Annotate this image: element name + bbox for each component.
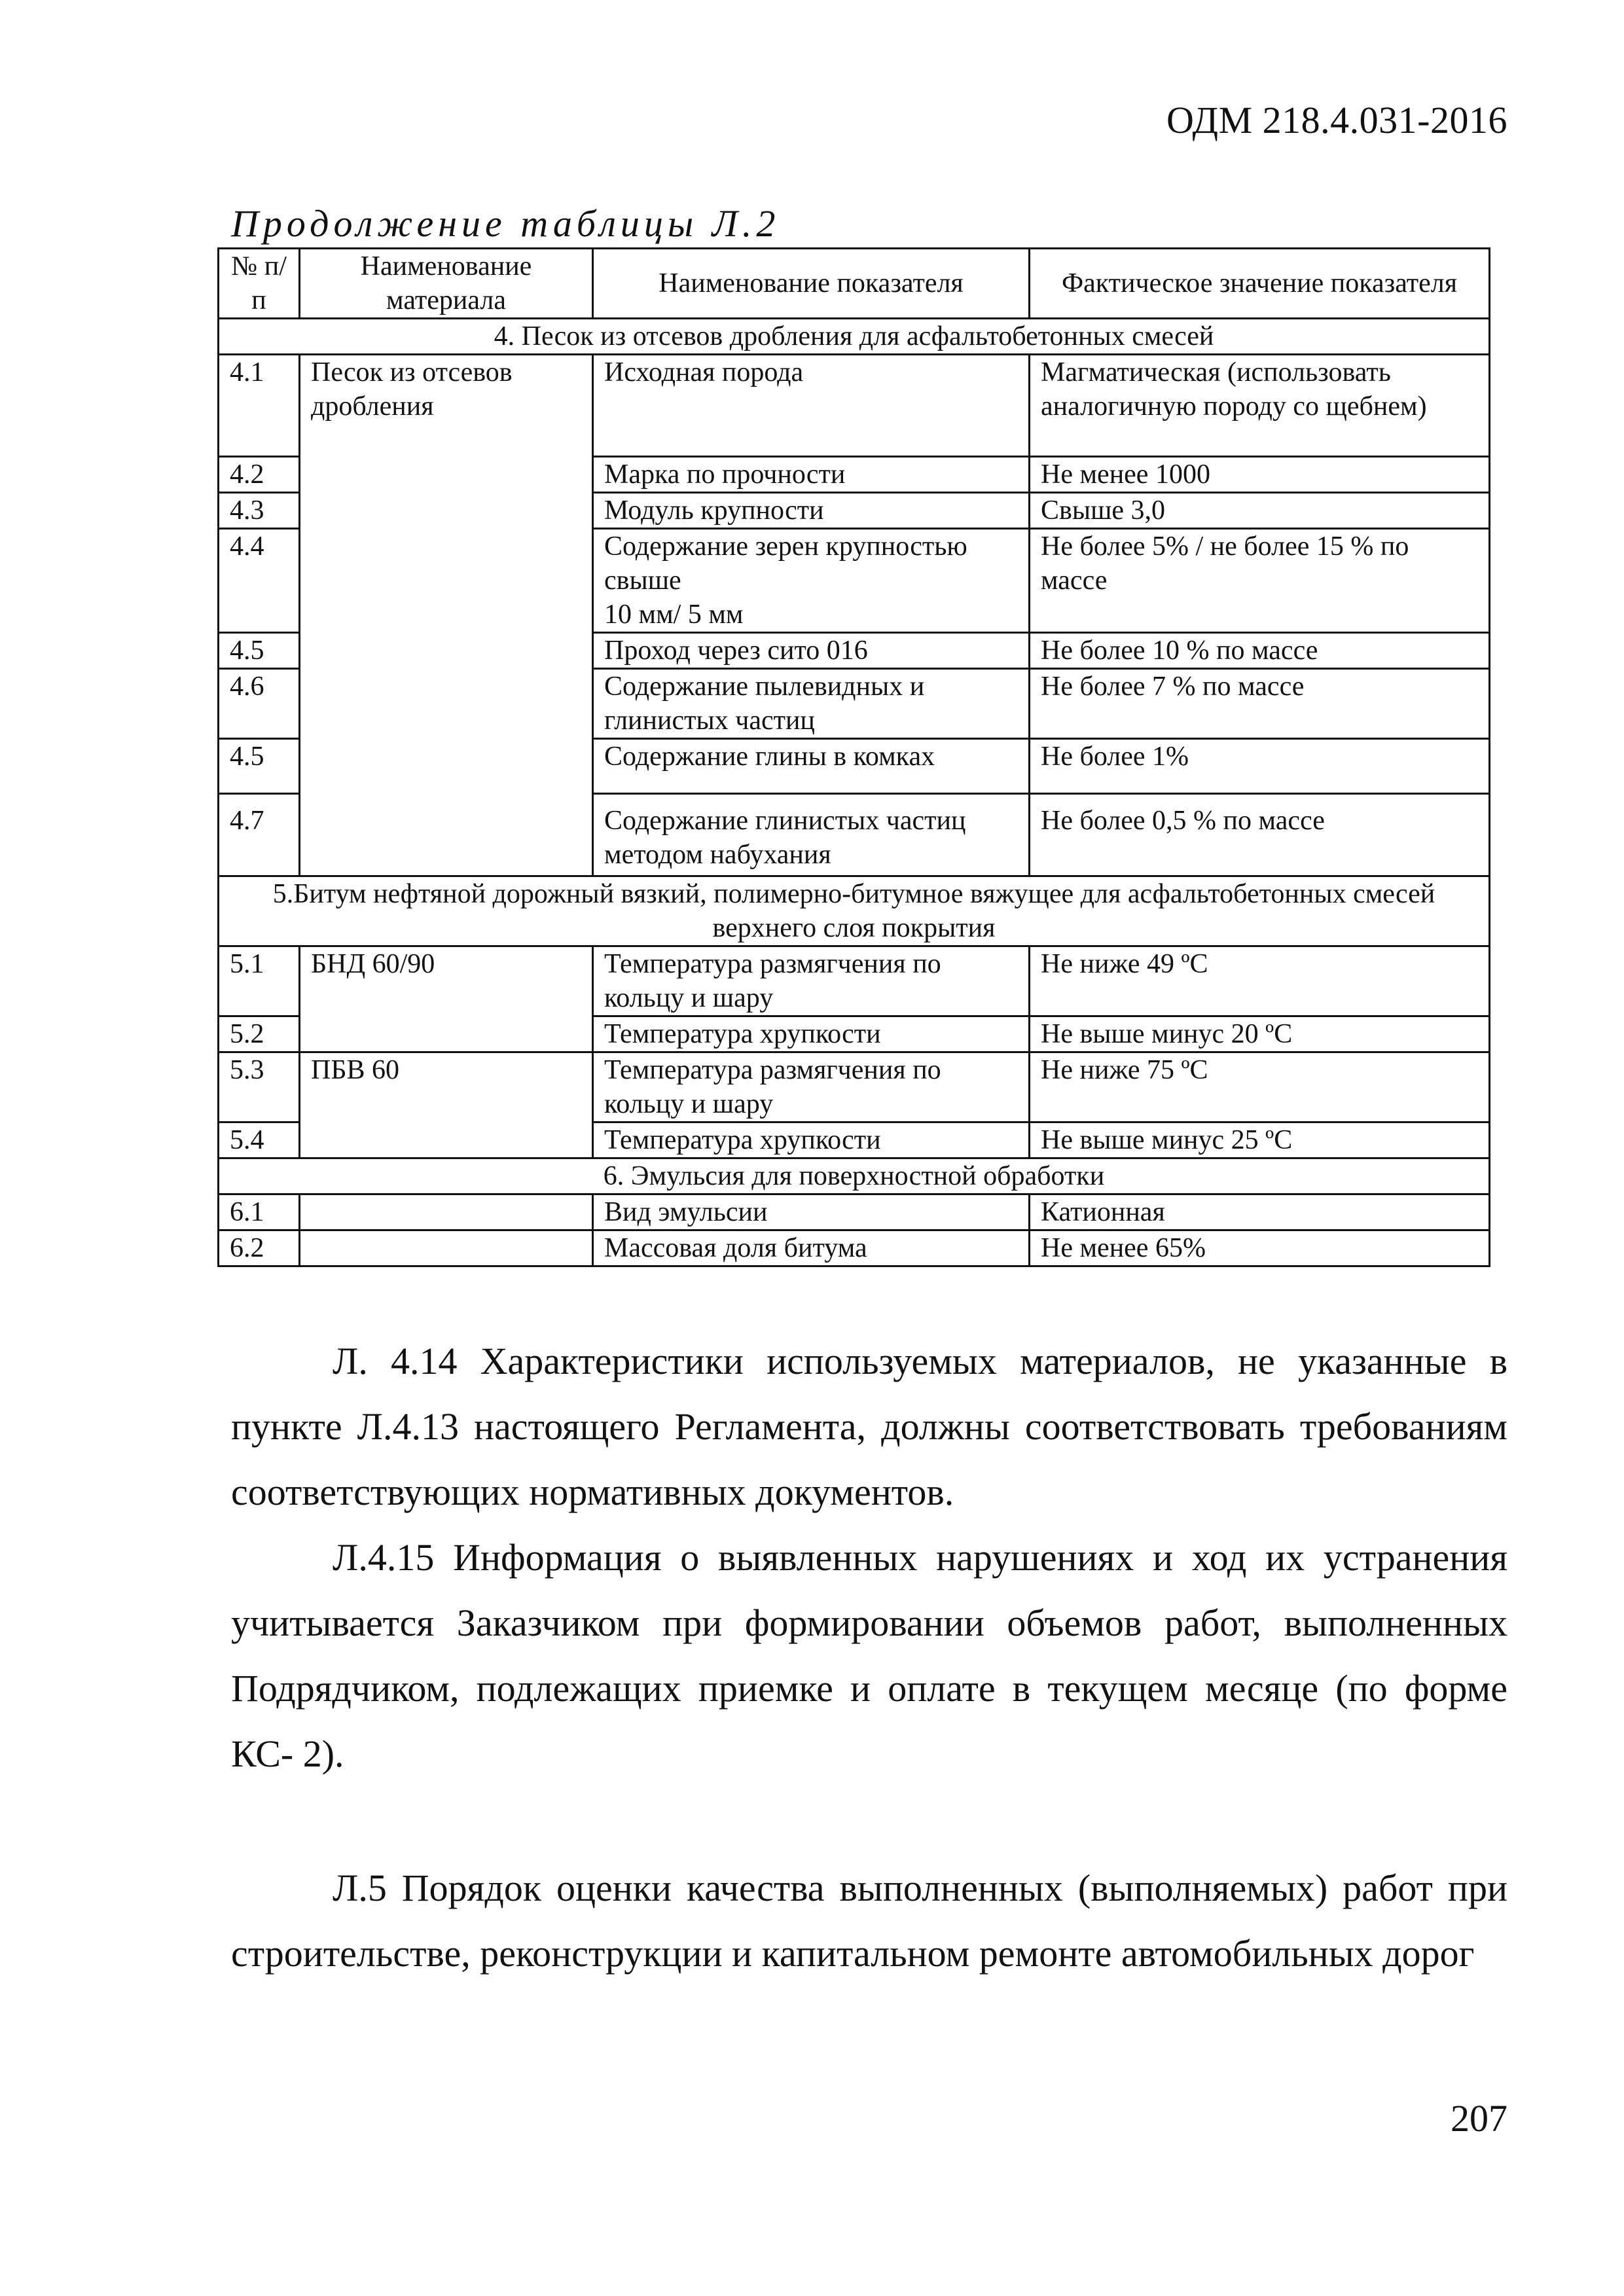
- row-indicator: Содержание пылевидных и глинистых частиц: [593, 669, 1030, 739]
- row-value: Магматическая (использовать аналогичную породу со щебнем): [1030, 355, 1490, 457]
- row-material: [300, 1230, 593, 1266]
- header-value: Фактическое значение показателя: [1030, 249, 1490, 319]
- row-indicator: Марка по прочности: [593, 457, 1030, 493]
- row-value: Не ниже 75 ºС: [1030, 1052, 1490, 1122]
- row-indicator: Температура размягчения по кольцу и шару: [593, 946, 1030, 1016]
- row-indicator: Исходная порода: [593, 355, 1030, 457]
- row-value: Не более 7 % по массе: [1030, 669, 1490, 739]
- header-number: № п/п: [219, 249, 300, 319]
- row-number: 4.1: [219, 355, 300, 457]
- row-indicator: Температура размягчения по кольцу и шару: [593, 1052, 1030, 1122]
- row-value: Не менее 1000: [1030, 457, 1490, 493]
- row-indicator: Массовая доля битума: [593, 1230, 1030, 1266]
- row-number: 6.1: [219, 1194, 300, 1230]
- table-row: [219, 1194, 1490, 1230]
- material-name-sand: Песок из отсевов дробления: [300, 355, 593, 876]
- paragraph-l-5: Л.5 Порядок оценки качества выполненных (выполняемых) работ при строительстве, реконструкции и капитальном ремонте автомобильных дорог: [231, 1867, 1507, 1975]
- row-value: Свыше 3,0: [1030, 493, 1490, 529]
- row-value: Катионная: [1030, 1194, 1490, 1230]
- row-value: Не более 5% / не более 15 % по массе: [1030, 529, 1490, 633]
- document-code: ОДМ 218.4.031-2016: [1166, 99, 1507, 141]
- section-row-sand: [219, 319, 1490, 355]
- table-row: [219, 1052, 1490, 1122]
- row-number: 6.2: [219, 1230, 300, 1266]
- header-material: Наименование материала: [300, 249, 593, 319]
- section-row-emulsion: [219, 1158, 1490, 1194]
- section-title-bitumen: 5.Битум нефтяной дорожный вязкий, полимерно-битумное вяжущее для асфальтобетонных смесей верхнего слоя покрытия: [219, 876, 1490, 946]
- page-number: 207: [1451, 2097, 1507, 2140]
- table-caption: Продолжение таблицы Л.2: [231, 202, 780, 245]
- row-indicator: Вид эмульсии: [593, 1194, 1030, 1230]
- paragraph-l-4-14: Л. 4.14 Характеристики используемых материалов, не указанные в пункте Л.4.13 настоящего Регламента, должны соответствовать требованиям соответствующих нормативных документов.: [231, 1340, 1507, 1513]
- row-value: Не менее 65%: [1030, 1230, 1490, 1266]
- row-material: [300, 1194, 593, 1230]
- row-indicator: Содержание глины в комках: [593, 739, 1030, 794]
- paragraph-l-4-15: Л.4.15 Информация о выявленных нарушениях и ход их устранения учитывается Заказчиком при формировании объемов работ, выполненных Подрядчиком, подлежащих приемке и оплате в текущем месяце (по форме КС- 2).: [231, 1536, 1507, 1775]
- row-number: 4.2: [219, 457, 300, 493]
- table-row: [219, 355, 1490, 457]
- material-name-pbv: ПБВ 60: [300, 1052, 593, 1158]
- row-indicator: Проход через сито 016: [593, 633, 1030, 669]
- row-indicator: Температура хрупкости: [593, 1016, 1030, 1052]
- section-row-bitumen: [219, 876, 1490, 946]
- row-number: 4.5: [219, 633, 300, 669]
- row-number: 5.1: [219, 946, 300, 1016]
- row-number: 5.3: [219, 1052, 300, 1122]
- row-number: 4.6: [219, 669, 300, 739]
- row-value: Не ниже 49 ºС: [1030, 946, 1490, 1016]
- table-header-row: [219, 249, 1490, 319]
- material-name-bnd: БНД 60/90: [300, 946, 593, 1052]
- row-value: Не более 10 % по массе: [1030, 633, 1490, 669]
- row-number: 4.3: [219, 493, 300, 529]
- row-indicator: Содержание глинистых частиц методом набухания: [593, 794, 1030, 876]
- row-indicator: Модуль крупности: [593, 493, 1030, 529]
- row-indicator: Содержание зерен крупностью свыше 10 мм/ 5 мм: [593, 529, 1030, 633]
- header-indicator: Наименование показателя: [593, 249, 1030, 319]
- specification-table: [217, 247, 1490, 1267]
- row-number: 4.5: [219, 739, 300, 794]
- row-value: Не выше минус 20 ºС: [1030, 1016, 1490, 1052]
- row-value: Не более 0,5 % по массе: [1030, 794, 1490, 876]
- table-row: [219, 946, 1490, 1016]
- row-number: 4.7: [219, 794, 300, 876]
- section-title-emulsion: 6. Эмульсия для поверхностной обработки: [219, 1158, 1490, 1194]
- row-number: 5.2: [219, 1016, 300, 1052]
- table-row: [219, 1230, 1490, 1266]
- row-indicator: Температура хрупкости: [593, 1122, 1030, 1158]
- section-title-sand: 4. Песок из отсевов дробления для асфальтобетонных смесей: [219, 319, 1490, 355]
- row-number: 4.4: [219, 529, 300, 633]
- row-value: Не выше минус 25 ºС: [1030, 1122, 1490, 1158]
- row-value: Не более 1%: [1030, 739, 1490, 794]
- row-number: 5.4: [219, 1122, 300, 1158]
